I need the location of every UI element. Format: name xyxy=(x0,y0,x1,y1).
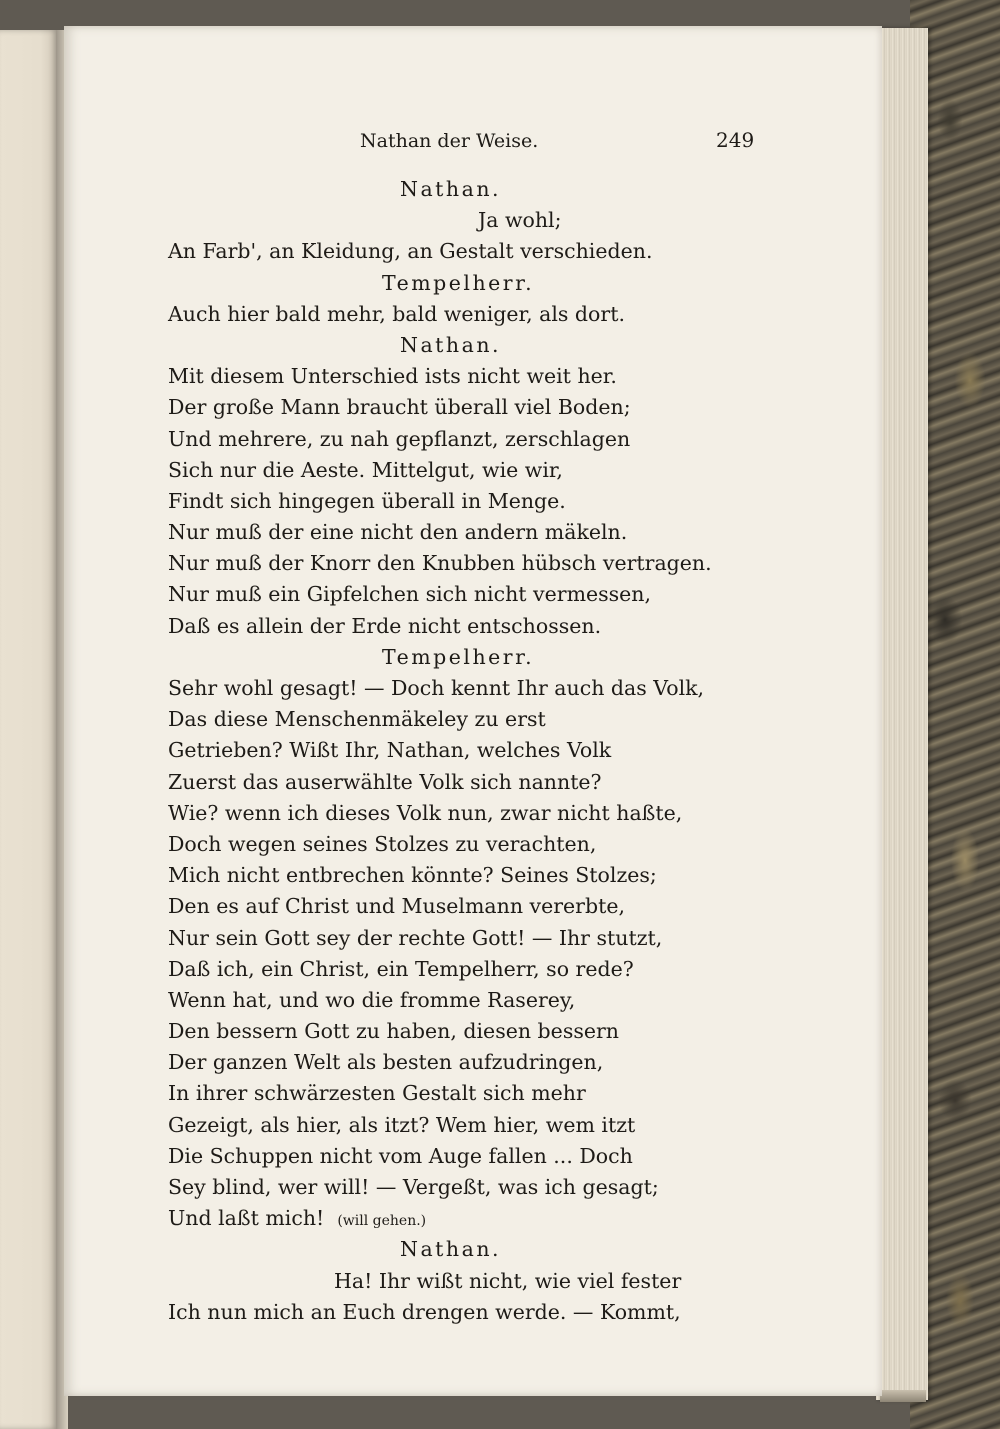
verse-line xyxy=(168,1297,788,1328)
verse-text: Zuerst das auserwählte Volk sich nannte? xyxy=(168,769,602,794)
verse-line xyxy=(168,611,788,642)
verse-line xyxy=(168,361,788,392)
speaker-name: Tempelherr. xyxy=(382,644,535,669)
verse-text: Ha! Ihr wißt nicht, wie viel fester xyxy=(334,1268,682,1293)
verse-text: Die Schuppen nicht vom Auge fallen ... Doch xyxy=(168,1143,633,1168)
verse-line xyxy=(168,1047,788,1078)
verse-text: Ich nun mich an Euch drengen werde. — Kommt, xyxy=(168,1299,681,1324)
speaker-name: Nathan. xyxy=(400,1237,502,1262)
verse-line xyxy=(168,174,788,205)
speaker-name: Nathan. xyxy=(400,332,502,357)
verse-line xyxy=(168,1172,788,1203)
verse-line xyxy=(168,1234,788,1265)
verse-line xyxy=(168,954,788,985)
verse-line xyxy=(168,205,788,236)
verse-text: Auch hier bald mehr, bald weniger, als dort. xyxy=(168,301,625,326)
verse-text: Getrieben? Wißt Ihr, Nathan, welches Volk xyxy=(168,738,612,763)
verse-line xyxy=(168,923,788,954)
page-stack-edge xyxy=(876,28,928,1400)
verse-line xyxy=(168,860,788,891)
verse-line xyxy=(168,1016,788,1047)
page-number: 249 xyxy=(716,128,755,152)
verse-line xyxy=(168,767,788,798)
verse-text: Nur muß der eine nicht den andern mäkeln. xyxy=(168,520,628,545)
verse-text: Und laßt mich! xyxy=(168,1206,325,1231)
verse-line xyxy=(168,1078,788,1109)
verse-text: Der ganzen Welt als besten aufzudringen, xyxy=(168,1050,604,1075)
verse-text: Findt sich hingegen überall in Menge. xyxy=(168,488,566,513)
verse-text: Wie? wenn ich dieses Volk nun, zwar nicht haßte, xyxy=(168,800,683,825)
verse-line xyxy=(168,985,788,1016)
verse-text: An Farb', an Kleidung, an Gestalt verschieden. xyxy=(168,239,653,264)
verse-line xyxy=(168,392,788,423)
verse-line xyxy=(168,1266,788,1297)
stage-direction: (will gehen.) xyxy=(337,1213,427,1230)
verse-line xyxy=(168,548,788,579)
verse-line xyxy=(168,642,788,673)
verse-text: Sich nur die Aeste. Mittelgut, wie wir, xyxy=(168,457,563,482)
verse-text: Nur muß der Knorr den Knubben hübsch vertragen. xyxy=(168,551,712,576)
verse-text: Daß es allein der Erde nicht entschossen. xyxy=(168,613,602,638)
verse-text: Sehr wohl gesagt! — Doch kennt Ihr auch das Volk, xyxy=(168,676,705,700)
verse-line xyxy=(168,735,788,766)
verse-line xyxy=(168,1203,788,1234)
verse-line xyxy=(168,891,788,922)
verse-line xyxy=(168,579,788,610)
verse-text: Mit diesem Unterschied ists nicht weit her. xyxy=(168,364,617,389)
verse-text: In ihrer schwärzesten Gestalt sich mehr xyxy=(168,1081,586,1106)
verse-line xyxy=(168,1141,788,1172)
verse-text: Doch wegen seines Stolzes zu verachten, xyxy=(168,831,597,856)
verse-text: Nur muß ein Gipfelchen sich nicht vermessen, xyxy=(168,582,652,607)
verse-line xyxy=(168,486,788,517)
verse-line xyxy=(168,1110,788,1141)
verse-text: Wenn hat, und wo die fromme Raserey, xyxy=(168,987,576,1012)
verse-line xyxy=(168,455,788,486)
verse-line xyxy=(168,673,788,704)
page-stack-bottom xyxy=(880,1390,926,1402)
verse-line xyxy=(168,704,788,735)
verse-line xyxy=(168,236,788,267)
verse-line xyxy=(168,798,788,829)
verse-text-block xyxy=(168,174,788,1328)
verse-line xyxy=(168,330,788,361)
verse-text: Ja wohl; xyxy=(478,208,562,233)
verse-text: Den es auf Christ und Muselmann vererbte, xyxy=(168,894,625,919)
verse-line xyxy=(168,424,788,455)
verse-line xyxy=(168,268,788,299)
verse-text: Den bessern Gott zu haben, diesen bessern xyxy=(168,1019,619,1044)
verse-text: Der große Mann braucht überall viel Boden; xyxy=(168,395,631,420)
verse-text: Das diese Menschenmäkeley zu erst xyxy=(168,707,546,732)
book-page xyxy=(64,26,882,1396)
verse-line xyxy=(168,299,788,330)
speaker-name: Nathan. xyxy=(400,177,502,201)
left-page-edge xyxy=(0,30,58,1429)
verse-text: Nur sein Gott sey der rechte Gott! — Ihr stutzt, xyxy=(168,925,663,950)
verse-text: Sey blind, wer will! — Vergeßt, was ich gesagt; xyxy=(168,1175,659,1199)
verse-text: Mich nicht entbrechen könnte? Seines Stolzes; xyxy=(168,863,657,888)
speaker-name: Tempelherr. xyxy=(382,270,535,295)
running-title: Nathan der Weise. xyxy=(360,130,539,152)
verse-line xyxy=(168,517,788,548)
verse-text: Und mehrere, zu nah gepflanzt, zerschlagen xyxy=(168,426,631,451)
verse-text: Daß ich, ein Christ, ein Tempelherr, so rede? xyxy=(168,956,634,981)
verse-text: Gezeigt, als hier, als itzt? Wem hier, wem itzt xyxy=(168,1112,636,1137)
verse-line xyxy=(168,829,788,860)
